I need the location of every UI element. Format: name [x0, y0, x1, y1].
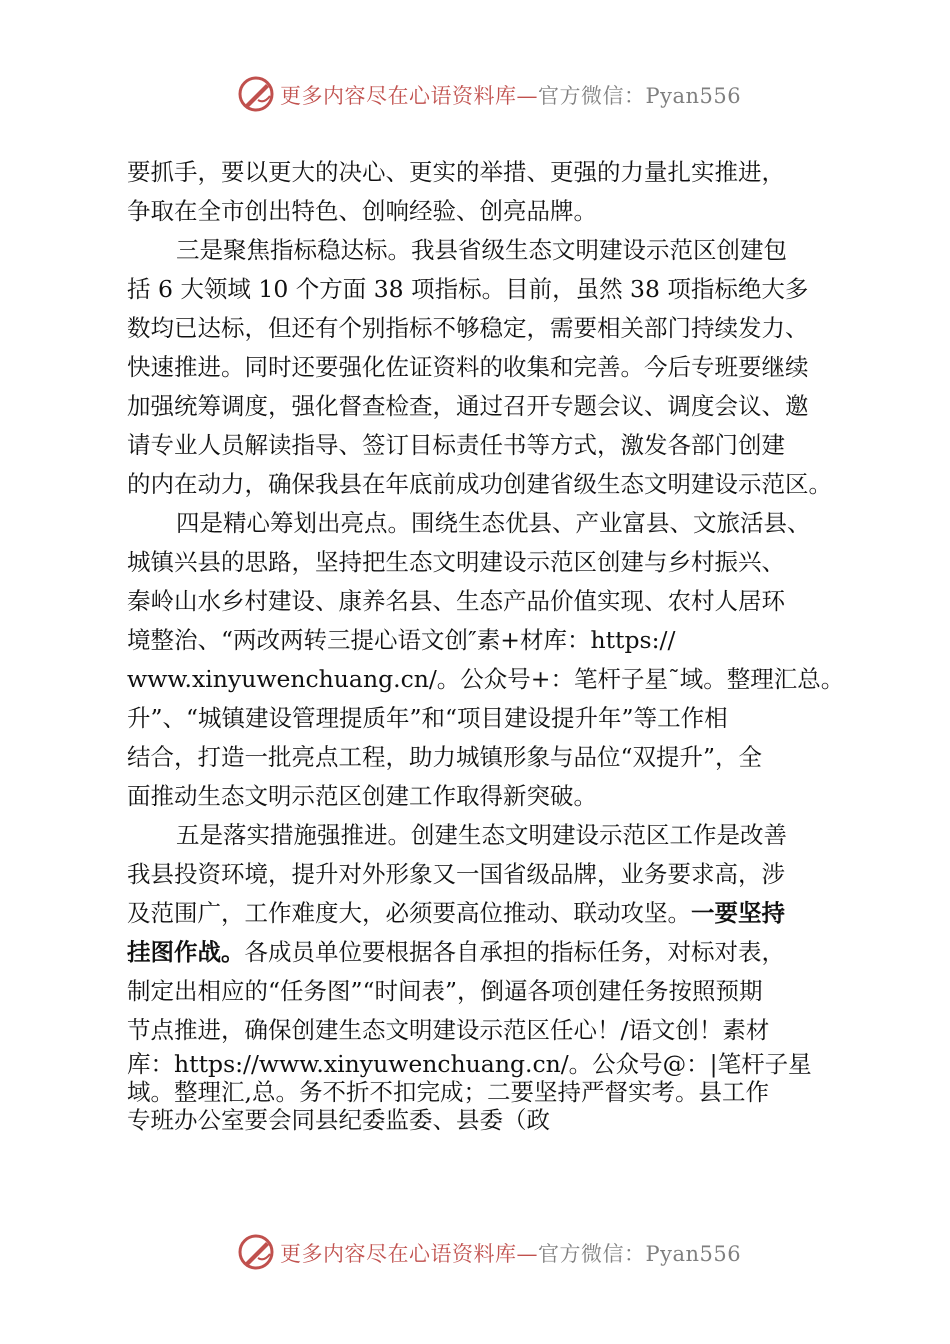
- text-line: 结合，打造一批亮点工程，助力城镇形象与品位“双提升”，全: [127, 743, 763, 771]
- text-line: 括 6 大领域 10 个方面 38 项指标。目前，虽然 38 项指标绝大多: [127, 275, 809, 303]
- text-line: 快速推进。同时还要强化佐证资料的收集和完善。今后专班要继续: [127, 353, 809, 381]
- text-line: 面推动生态文明示范区创建工作取得新突破。: [127, 782, 597, 810]
- text-line: 专班办公室要会同县纪委监委、县委（政: [127, 1106, 550, 1134]
- watermark-text: 更多内容尽在心语资料库—官方微信：Pyan556: [280, 1242, 742, 1266]
- bold-heading: 一要坚持: [691, 899, 785, 927]
- paragraph-start: 三是聚焦指标稳达标。我县省级生态文明建设示范区创建包: [176, 236, 787, 264]
- text-line: 挂图作战。各成员单位要根据各自承担的指标任务，对标对表，: [127, 938, 785, 966]
- text-line: 节点推进，确保创建生态文明建设示范区任心！/语文创！素材: [127, 1016, 770, 1044]
- text-line: 数均已达标，但还有个别指标不够稳定，需要相关部门持续发力、: [127, 314, 809, 342]
- text-line: 加强统筹调度，强化督查检查，通过召开专题会议、调度会议、邀: [127, 392, 809, 420]
- text-line: 争取在全市创出特色、创响经验、创亮品牌。: [127, 197, 597, 225]
- text-line: 制定出相应的“任务图”“时间表”，倒逼各项创建任务按照预期: [127, 977, 763, 1005]
- text-line: 城镇兴县的思路，坚持把生态文明建设示范区创建与乡村振兴、: [127, 548, 785, 576]
- paragraph-start: 四是精心筹划出亮点。围绕生态优县、产业富县、文旅活县、: [176, 509, 811, 537]
- watermark-text: 更多内容尽在心语资料库—官方微信：Pyan556: [280, 84, 742, 108]
- text-line: 请专业人员解读指导、签订目标责任书等方式，激发各部门创建: [127, 431, 785, 459]
- watermark-banner-bottom: [0, 1228, 950, 1278]
- text-line: 境整治、“两改两转三提心语文创″素+材库：https://: [127, 626, 676, 654]
- text-line: 秦岭山水乡村建设、康养名县、生态产品价值实现、农村人居环: [127, 587, 785, 615]
- paragraph-start: 五是落实措施强推进。创建生态文明建设示范区工作是改善: [176, 821, 787, 849]
- text-line: 我县投资环境，提升对外形象又一国省级品牌，业务要求高，涉: [127, 860, 785, 888]
- watermark-banner-top: [0, 70, 950, 120]
- pen-circle-logo-icon: [236, 74, 276, 114]
- bold-heading: 挂图作战。: [127, 938, 245, 966]
- text-line: 库：https://www.xinyuwenchuang.cn/。公众号@：|笔杆子星: [127, 1050, 812, 1078]
- body-text: [127, 153, 867, 1134]
- text-line: 及范围广，工作难度大，必须要高位推动、联动攻坚。一要坚持: [127, 899, 785, 927]
- text-line: 的内在动力，确保我县在年底前成功创建省级生态文明建设示范区。: [127, 470, 832, 498]
- text-line: 要抓手，要以更大的决心、更实的举措、更强的力量扎实推进，: [127, 158, 785, 186]
- text-line: www.xinyuwenchuang.cn/。公众号+：笔杆子星˜域。整理汇总。: [127, 665, 845, 693]
- text-line: 域。整理汇,总。务不折不扣完成；二要坚持严督实考。县工作: [127, 1078, 769, 1106]
- pen-circle-logo-icon: [236, 1232, 276, 1272]
- text-line: 升”、“城镇建设管理提质年”和“项目建设提升年”等工作相: [127, 704, 728, 732]
